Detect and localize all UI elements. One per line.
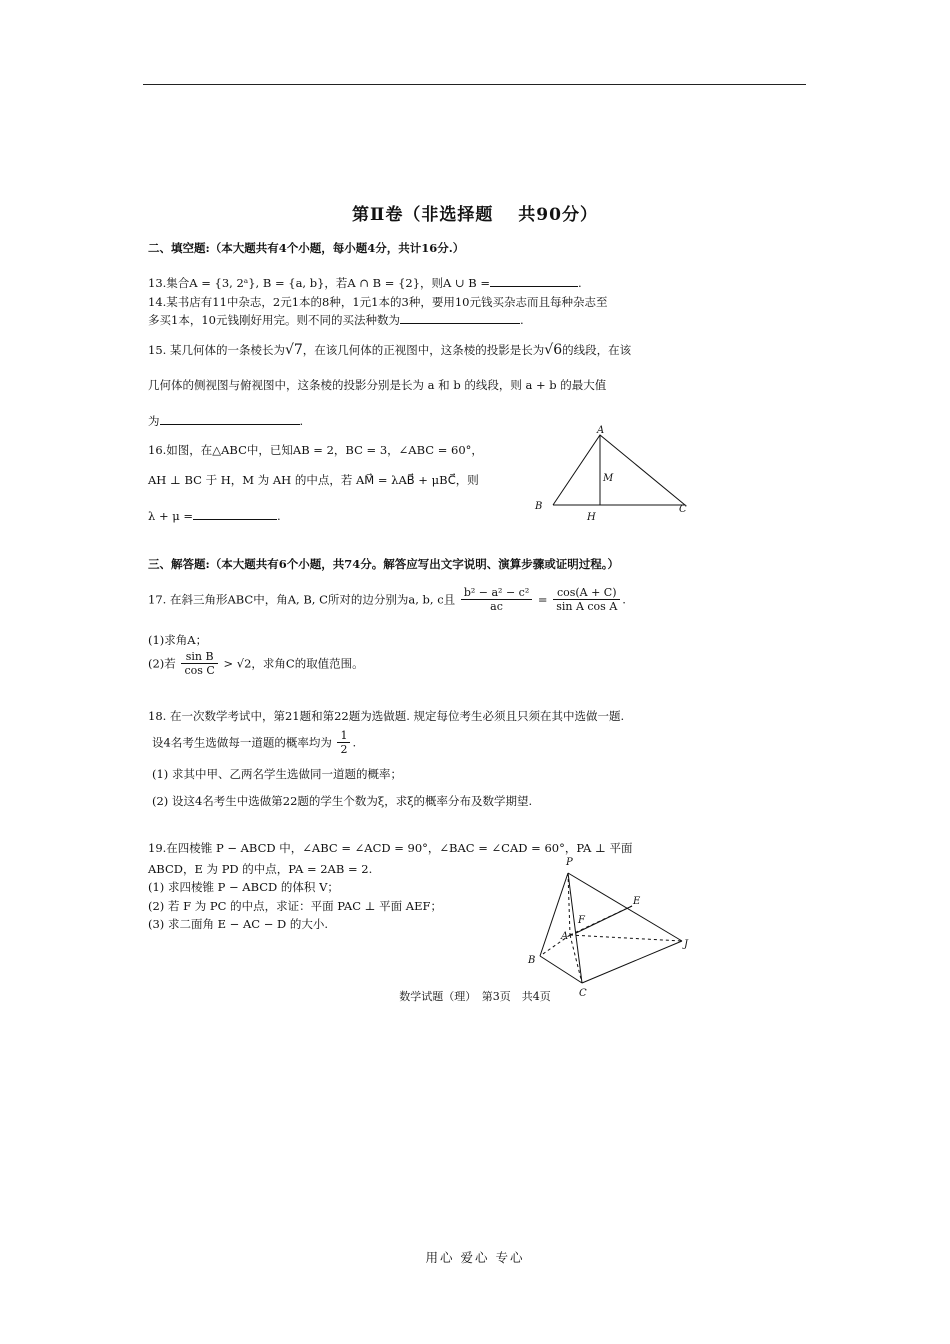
bottom-text: 用心 爱心 专心 (425, 1250, 525, 1265)
label-a: A (597, 425, 605, 436)
answer-blank (160, 413, 300, 425)
section2-heading: 二、填空题:（本大题共有4个小题，每小题4分，共计16分.） (148, 241, 465, 255)
label-f: F (578, 915, 585, 926)
label-h: H (587, 512, 596, 523)
q18-line1: 18. 在一次数学考试中，第21题和第22题为选做题. 规定每位考生必须且只须在其中选做一题. (148, 709, 625, 723)
label-e: E (633, 896, 641, 907)
label-d: J (684, 939, 689, 950)
page-footer: 数学试题（理） 第3页 共4页 (399, 990, 551, 1003)
q17-part2-a: (2)若 (148, 656, 176, 671)
frac-numerator: 1 (337, 729, 350, 743)
q19-part1: (1) 求四棱锥 P − ABCD 的体积 V； (148, 880, 339, 894)
pyramid-figure (520, 853, 695, 1003)
answer-blank (400, 312, 520, 324)
q15-end: . (299, 414, 304, 428)
q17-end: . (622, 592, 626, 607)
q19-line1: 19.在四棱锥 P − ABCD 中，∠ABC = ∠ACD = 90°，∠BAC = ∠CAD = 60°，PA ⊥ 平面 (148, 841, 633, 855)
q17-equals: = (537, 592, 548, 607)
q14-end: . (519, 313, 524, 327)
question-13 (148, 275, 582, 291)
q16-line3 (148, 508, 281, 523)
triangle-abc (553, 435, 685, 505)
q13-end: . (578, 276, 582, 290)
edge-ad (570, 935, 682, 941)
question-17 (148, 586, 626, 613)
frac-denominator: 2 (340, 743, 348, 756)
q15-sqrt7: √7 (284, 342, 303, 358)
answer-blank (193, 508, 277, 520)
q19-line2: ABCD，E 为 PD 的中点，PA = 2AB = 2. (148, 862, 373, 876)
q17-intro: 17. 在斜三角形ABC中，角A, B, C所对的边分别为a, b, c且 (148, 592, 456, 607)
q16-end: . (277, 509, 281, 523)
label-a: A (561, 931, 569, 942)
label-p: P (566, 857, 573, 868)
page-title: 第Ⅱ卷（非选择题 共90分） (352, 205, 598, 225)
q17-part1: (1)求角A； (148, 633, 208, 647)
label-m: M (603, 473, 614, 484)
q16-line1: 16.如图，在△ABC中，已知AB = 2，BC = 3，∠ABC = 60°， (148, 443, 483, 457)
edge-pb (540, 873, 568, 956)
q18-fraction (337, 729, 350, 756)
triangle-figure (525, 425, 695, 525)
label-c: C (679, 504, 687, 515)
q15-line1 (148, 342, 631, 358)
answer-blank (490, 275, 578, 287)
q17-fraction-2 (553, 586, 620, 613)
frac-denominator: sin A cos A (556, 600, 618, 613)
q17-part2 (148, 650, 364, 677)
frac-denominator: ac (490, 600, 503, 613)
q15-text: 为 (148, 414, 160, 428)
q17-fraction-1 (461, 586, 532, 613)
q15-text-b: ，在该几何体的正视图中，这条棱的投影是长为 (302, 343, 545, 357)
q18-part1: (1) 求其中甲、乙两名学生选做同一道题的概率； (152, 767, 402, 781)
q15-text-a: 15. 某几何体的一条棱长为 (148, 343, 285, 357)
q17-part2-b: > √2，求角C的取值范围。 (223, 656, 364, 671)
q19-part2: (2) 若 F 为 PC 的中点，求证：平面 PAC ⊥ 平面 AEF； (148, 899, 442, 913)
section3-heading: 三、解答题:（本大题共有6个小题，共74分。解答应写出文字说明、演算步骤或证明过程。） (148, 557, 619, 571)
frac-numerator: b² − a² − c² (461, 586, 532, 600)
q15-text-c: 的线段，在该 (562, 343, 632, 357)
q15-sqrt6: √6 (544, 342, 563, 358)
frac-numerator: sin B (181, 650, 217, 664)
label-b: B (528, 955, 536, 966)
edge-cd (582, 941, 682, 983)
q19-part3: (3) 求二面角 E − AC − D 的大小. (148, 917, 329, 931)
q15-line3 (148, 413, 303, 429)
label-c: C (579, 988, 587, 999)
q14-line2 (148, 312, 524, 328)
q16-line2: AH ⊥ BC 于 H，M 为 AH 的中点，若 AM⃗ = λAB⃗ + μBC⃗，则 (148, 473, 479, 487)
q13-text: 13.集合A = {3, 2ᵃ}, B = {a, b}，若A ∩ B = {2}，则A ∪ B = (148, 276, 491, 290)
q14-text: 多买1本，10元钱刚好用完。则不同的买法种数为 (148, 313, 400, 327)
frac-numerator: cos(A + C) (553, 586, 620, 600)
edge-ac (570, 935, 582, 983)
q15-line2: 几何体的侧视图与俯视图中，这条棱的投影分别是长为 a 和 b 的线段，则 a + b 的最大值 (148, 378, 607, 392)
q18-text: 设4名考生选做每一道题的概率均为 (152, 735, 332, 750)
label-b: B (535, 501, 543, 512)
q18-line2 (152, 729, 356, 756)
header-rule (143, 84, 806, 85)
q17-fraction-3 (181, 650, 217, 677)
edge-pd (568, 873, 682, 941)
edge-bc (540, 956, 582, 983)
q18-end: . (352, 735, 357, 750)
q14-line1: 14.某书店有11中杂志，2元1本的8种，1元1本的3种，要用10元钱买杂志而且每种杂志至 (148, 295, 608, 309)
q16-text: λ + μ = (148, 509, 194, 523)
q18-part2: (2) 设这4名考生中选做第22题的学生个数为ξ，求ξ的概率分布及数学期望. (152, 794, 533, 808)
frac-denominator: cos C (184, 664, 215, 677)
